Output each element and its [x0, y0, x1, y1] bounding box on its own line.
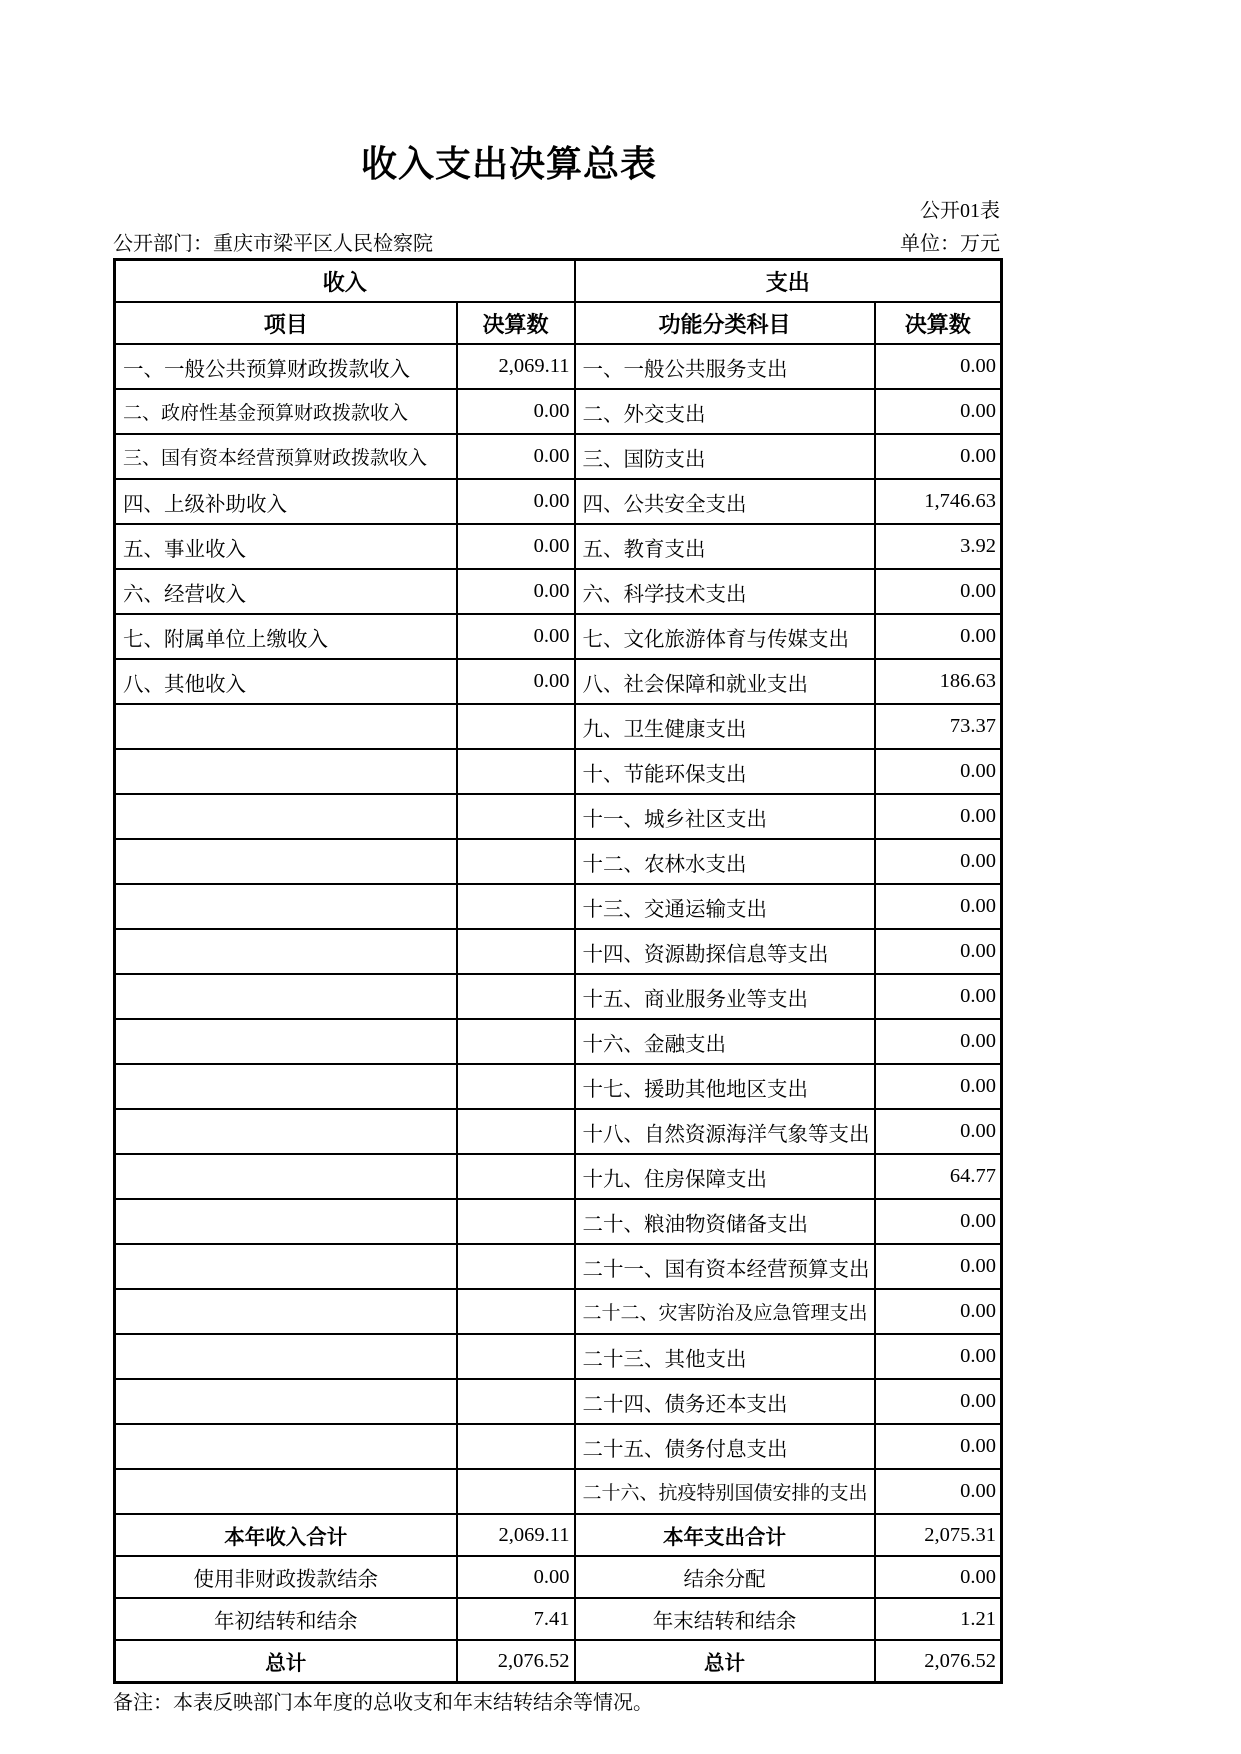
income-item-cell: 六、经营收入 [115, 569, 457, 614]
expense-amount-cell: 0.00 [875, 974, 1002, 1019]
income-summary-amount-cell: 7.41 [457, 1598, 575, 1640]
income-item-cell [115, 884, 457, 929]
expense-item-cell: 二十五、债务付息支出 [575, 1424, 875, 1469]
summary-row [115, 1514, 1002, 1556]
income-amount-cell [457, 974, 575, 1019]
expense-item-cell: 一、一般公共服务支出 [575, 344, 875, 389]
table-row [115, 1379, 1002, 1424]
expense-amount-cell: 0.00 [875, 1334, 1002, 1379]
income-item-cell: 五、事业收入 [115, 524, 457, 569]
expense-amount-cell: 186.63 [875, 659, 1002, 704]
footnote: 备注：本表反映部门本年度的总收支和年末结转结余等情况。 [113, 1692, 653, 1715]
income-item-cell [115, 1064, 457, 1109]
income-item-cell [115, 1244, 457, 1289]
table-row [115, 1064, 1002, 1109]
expense-summary-label-cell: 结余分配 [575, 1556, 875, 1598]
income-summary-label-cell: 本年收入合计 [115, 1514, 457, 1556]
income-amount-cell [457, 1379, 575, 1424]
expense-amount-cell: 0.00 [875, 344, 1002, 389]
income-item-cell [115, 1019, 457, 1064]
income-amount-cell [457, 839, 575, 884]
income-item-cell [115, 1289, 457, 1334]
expense-item-cell: 七、文化旅游体育与传媒支出 [575, 614, 875, 659]
expense-summary-label-cell: 总计 [575, 1640, 875, 1683]
expense-amount-cell: 0.00 [875, 614, 1002, 659]
table-row [115, 344, 1002, 389]
table-row [115, 479, 1002, 524]
income-amount-cell [457, 794, 575, 839]
table-row [115, 1289, 1002, 1334]
table-row [115, 1154, 1002, 1199]
expense-amount-cell: 0.00 [875, 1469, 1002, 1514]
table-row [115, 1019, 1002, 1064]
expense-item-cell: 十、节能环保支出 [575, 749, 875, 794]
expense-amount-cell: 0.00 [875, 1109, 1002, 1154]
income-amount-cell [457, 1199, 575, 1244]
income-item-cell [115, 1424, 457, 1469]
expense-amount-cell: 0.00 [875, 884, 1002, 929]
expense-item-cell: 二十四、债务还本支出 [575, 1379, 875, 1424]
income-amount-cell [457, 1469, 575, 1514]
table-row [115, 974, 1002, 1019]
department-label: 公开部门：重庆市梁平区人民检察院 [113, 233, 433, 256]
income-item-cell [115, 1334, 457, 1379]
income-section-header: 收入 [115, 260, 575, 303]
expense-item-cell: 十八、自然资源海洋气象等支出 [575, 1109, 875, 1154]
expense-amount-cell: 3.92 [875, 524, 1002, 569]
expense-amount-cell: 0.00 [875, 929, 1002, 974]
income-item-cell [115, 974, 457, 1019]
expense-item-cell: 九、卫生健康支出 [575, 704, 875, 749]
table-row [115, 434, 1002, 479]
table-row [115, 749, 1002, 794]
expense-amount-cell: 0.00 [875, 569, 1002, 614]
expense-summary-label-cell: 本年支出合计 [575, 1514, 875, 1556]
expense-item-cell: 十七、援助其他地区支出 [575, 1064, 875, 1109]
table-body [115, 344, 1002, 1683]
table-row [115, 884, 1002, 929]
income-item-column-header: 项目 [115, 302, 457, 344]
expense-amount-cell: 0.00 [875, 1199, 1002, 1244]
table-row [115, 1199, 1002, 1244]
expense-amount-cell: 0.00 [875, 389, 1002, 434]
income-amount-cell [457, 1019, 575, 1064]
expense-item-cell: 八、社会保障和就业支出 [575, 659, 875, 704]
expense-item-cell: 四、公共安全支出 [575, 479, 875, 524]
expense-item-cell: 二、外交支出 [575, 389, 875, 434]
table-row [115, 794, 1002, 839]
expense-item-cell: 二十六、抗疫特别国债安排的支出 [575, 1469, 875, 1514]
income-summary-amount-cell: 0.00 [457, 1556, 575, 1598]
expense-amount-cell: 0.00 [875, 1289, 1002, 1334]
income-item-cell [115, 1199, 457, 1244]
meta-row [113, 232, 1000, 256]
table-row [115, 1424, 1002, 1469]
income-item-cell [115, 1109, 457, 1154]
expense-amount-cell: 1,746.63 [875, 479, 1002, 524]
income-amount-cell [457, 1289, 575, 1334]
page-title: 收入支出决算总表 [360, 144, 657, 184]
expense-summary-amount-cell: 2,076.52 [875, 1640, 1002, 1683]
income-item-cell: 三、国有资本经营预算财政拨款收入 [115, 434, 457, 479]
table-number: 公开01表 [920, 200, 1000, 223]
income-amount-cell: 0.00 [457, 659, 575, 704]
income-item-cell: 四、上级补助收入 [115, 479, 457, 524]
income-amount-cell [457, 884, 575, 929]
expense-item-cell: 十一、城乡社区支出 [575, 794, 875, 839]
table-row [115, 659, 1002, 704]
summary-row [115, 1640, 1002, 1683]
income-amount-cell [457, 1334, 575, 1379]
expense-item-column-header: 功能分类科目 [575, 302, 875, 344]
expense-summary-amount-cell: 1.21 [875, 1598, 1002, 1640]
table-row [115, 1244, 1002, 1289]
column-header-row [115, 302, 1002, 344]
expense-amount-column-header: 决算数 [875, 302, 1002, 344]
expense-item-cell: 十二、农林水支出 [575, 839, 875, 884]
table-row [115, 1109, 1002, 1154]
expense-item-cell: 十五、商业服务业等支出 [575, 974, 875, 1019]
expense-item-cell: 三、国防支出 [575, 434, 875, 479]
expense-summary-amount-cell: 2,075.31 [875, 1514, 1002, 1556]
income-amount-cell [457, 749, 575, 794]
expense-item-cell: 十三、交通运输支出 [575, 884, 875, 929]
summary-row [115, 1556, 1002, 1598]
income-amount-cell: 0.00 [457, 524, 575, 569]
expense-item-cell: 五、教育支出 [575, 524, 875, 569]
expense-summary-label-cell: 年末结转和结余 [575, 1598, 875, 1640]
income-summary-amount-cell: 2,076.52 [457, 1640, 575, 1683]
income-amount-cell [457, 1154, 575, 1199]
income-amount-cell [457, 929, 575, 974]
expense-item-cell: 十六、金融支出 [575, 1019, 875, 1064]
income-summary-label-cell: 年初结转和结余 [115, 1598, 457, 1640]
income-amount-cell: 0.00 [457, 389, 575, 434]
income-summary-amount-cell: 2,069.11 [457, 1514, 575, 1556]
income-amount-column-header: 决算数 [457, 302, 575, 344]
income-amount-cell: 0.00 [457, 569, 575, 614]
expense-amount-cell: 73.37 [875, 704, 1002, 749]
income-amount-cell: 0.00 [457, 434, 575, 479]
table-row [115, 524, 1002, 569]
expense-item-cell: 二十一、国有资本经营预算支出 [575, 1244, 875, 1289]
expense-summary-amount-cell: 0.00 [875, 1556, 1002, 1598]
income-item-cell [115, 794, 457, 839]
table-row [115, 1469, 1002, 1514]
expense-amount-cell: 0.00 [875, 839, 1002, 884]
table-row [115, 569, 1002, 614]
table-row [115, 1334, 1002, 1379]
expense-item-cell: 十九、住房保障支出 [575, 1154, 875, 1199]
summary-row [115, 1598, 1002, 1640]
expense-amount-cell: 0.00 [875, 749, 1002, 794]
income-item-cell: 七、附属单位上缴收入 [115, 614, 457, 659]
income-amount-cell: 0.00 [457, 479, 575, 524]
expense-item-cell: 二十三、其他支出 [575, 1334, 875, 1379]
income-summary-label-cell: 使用非财政拨款结余 [115, 1556, 457, 1598]
expense-item-cell: 六、科学技术支出 [575, 569, 875, 614]
expense-amount-cell: 0.00 [875, 1064, 1002, 1109]
expense-amount-cell: 0.00 [875, 1019, 1002, 1064]
table-row [115, 839, 1002, 884]
expense-item-cell: 二十二、灾害防治及应急管理支出 [575, 1289, 875, 1334]
expense-amount-cell: 0.00 [875, 794, 1002, 839]
expense-amount-cell: 64.77 [875, 1154, 1002, 1199]
unit-label: 单位：万元 [900, 233, 1000, 256]
income-item-cell [115, 1469, 457, 1514]
expense-amount-cell: 0.00 [875, 434, 1002, 479]
income-item-cell: 一、一般公共预算财政拨款收入 [115, 344, 457, 389]
expense-item-cell: 十四、资源勘探信息等支出 [575, 929, 875, 974]
income-amount-cell: 2,069.11 [457, 344, 575, 389]
table-row [115, 929, 1002, 974]
income-amount-cell: 0.00 [457, 614, 575, 659]
income-item-cell [115, 704, 457, 749]
expense-amount-cell: 0.00 [875, 1379, 1002, 1424]
expense-amount-cell: 0.00 [875, 1244, 1002, 1289]
income-amount-cell [457, 1064, 575, 1109]
expense-section-header: 支出 [575, 260, 1002, 303]
income-item-cell: 二、政府性基金预算财政拨款收入 [115, 389, 457, 434]
income-expense-table [113, 258, 1003, 1684]
section-header-row [115, 260, 1002, 303]
income-item-cell [115, 749, 457, 794]
income-item-cell: 八、其他收入 [115, 659, 457, 704]
table-header [115, 260, 1002, 345]
income-item-cell [115, 1154, 457, 1199]
expense-amount-cell: 0.00 [875, 1424, 1002, 1469]
table-row [115, 614, 1002, 659]
document-page [113, 0, 1000, 1716]
income-amount-cell [457, 1424, 575, 1469]
income-item-cell [115, 929, 457, 974]
income-item-cell [115, 839, 457, 884]
income-item-cell [115, 1379, 457, 1424]
income-amount-cell [457, 1244, 575, 1289]
income-amount-cell [457, 1109, 575, 1154]
table-row [115, 389, 1002, 434]
income-summary-label-cell: 总计 [115, 1640, 457, 1683]
income-amount-cell [457, 704, 575, 749]
table-row [115, 704, 1002, 749]
expense-item-cell: 二十、粮油物资储备支出 [575, 1199, 875, 1244]
